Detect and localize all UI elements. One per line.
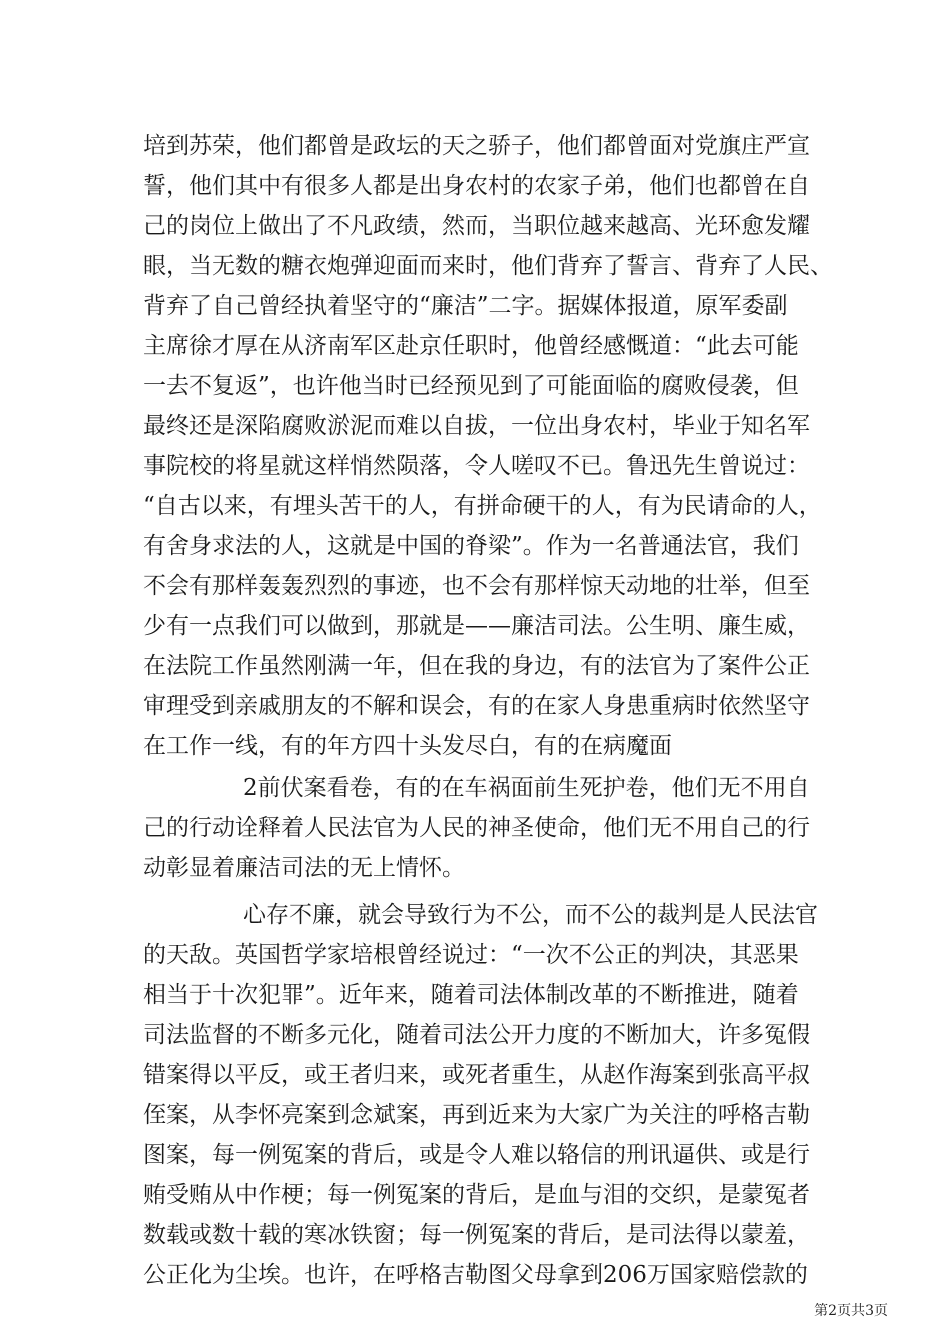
text-line: 图案，每一例冤案的背后，或是令人难以辂信的刑讯逼供、或是行 bbox=[143, 1142, 810, 1168]
text-line: “自古以来，有埋头苦干的人，有拼命硬干的人，有为民请命的人， bbox=[143, 493, 822, 519]
text-line: 眼，当无数的糖衣炮弹迎面而来时，他们背弃了誓言、背弃了人民、 bbox=[143, 253, 833, 279]
text-line: 错案得以平反，或王者归来，或死者重生，从赵作海案到张高平叔 bbox=[143, 1062, 810, 1088]
text-line: 在法院工作虽然刚满一年，但在我的身边，有的法官为了案件公正 bbox=[143, 653, 810, 679]
text-line: 在工作一线，有的年方四十头发尽白，有的在病魔面 bbox=[143, 733, 672, 759]
text-line: 相当于十次犯罪”。近年来，随着司法体制改革的不断推进，随着 bbox=[143, 982, 799, 1008]
text-line: 贿受贿从中作梗；每一例冤案的背后，是血与泪的交织，是蒙冤者 bbox=[143, 1182, 810, 1208]
text-line: 审理受到亲戚朋友的不解和误会，有的在家人身患重病时依然坚守 bbox=[143, 693, 810, 719]
text-line: 一去不复返”，也许他当时已经预见到了可能面临的腐败侵袭，但 bbox=[143, 373, 799, 399]
text-line: 的天敌。英国哲学家培根曾经说过：“一次不公正的判决，其恶果 bbox=[143, 942, 799, 968]
text-line: 数载或数十载的寒冰铁窗；每一例冤案的背后，是司法得以蒙羞， bbox=[143, 1222, 810, 1248]
text-line: 誓，他们其中有很多人都是出身农村的农家子弟，他们也都曾在自 bbox=[143, 173, 810, 199]
text-line: 少有一点我们可以做到，那就是——廉洁司法。公生明、廉生威， bbox=[143, 613, 810, 639]
text-line: 主席徐才厚在从济南军区赴京任职时，他曾经感慨道：“此去可能 bbox=[143, 333, 799, 359]
text-line: 培到苏荣，他们都曾是政坛的天之骄子，他们都曾面对党旗庄严宣 bbox=[143, 133, 810, 159]
text-line: 心存不廉，就会导致行为不公，而不公的裁判是人民法官 bbox=[243, 902, 818, 928]
text-line: 背弃了自己曾经执着坚守的“廉洁”二字。据媒体报道，原军委副 bbox=[143, 293, 788, 319]
text-line: 事院校的将星就这样悄然陨落，令人嗟叹不已。鲁迅先生曾说过： bbox=[143, 453, 810, 479]
text-line: 2前伏案看卷，有的在车祸面前生死护卷，他们无不用自 bbox=[243, 775, 810, 801]
text-line: 有舍身求法的人，这就是中国的脊梁”。作为一名普通法官，我们 bbox=[143, 533, 799, 559]
text-line: 不会有那样轰轰烈烈的事迹，也不会有那样惊天动地的壮举，但至 bbox=[143, 573, 810, 599]
text-line: 公正化为尘埃。也许，在呼格吉勒图父母拿到206万国家赔偿款的 bbox=[143, 1262, 808, 1288]
page-number-footer: 第2页共3页 bbox=[814, 1303, 888, 1319]
text-line: 己的行动诠释着人民法官为人民的神圣使命，他们无不用自己的行 bbox=[143, 815, 810, 841]
text-line: 己的岗位上做出了不凡政绩，然而，当职位越来越高、光环愈发耀 bbox=[143, 213, 810, 239]
text-line: 司法监督的不断多元化，随着司法公开力度的不断加大，许多冤假 bbox=[143, 1022, 810, 1048]
text-line: 动彰显着廉洁司法的无上情怀。 bbox=[143, 855, 465, 881]
text-line: 侄案，从李怀亮案到念斌案，再到近来为大家广为关注的呼格吉勒 bbox=[143, 1102, 810, 1128]
text-line: 最终还是深陷腐败淤泥而难以自拔，一位出身农村，毕业于知名军 bbox=[143, 413, 810, 439]
